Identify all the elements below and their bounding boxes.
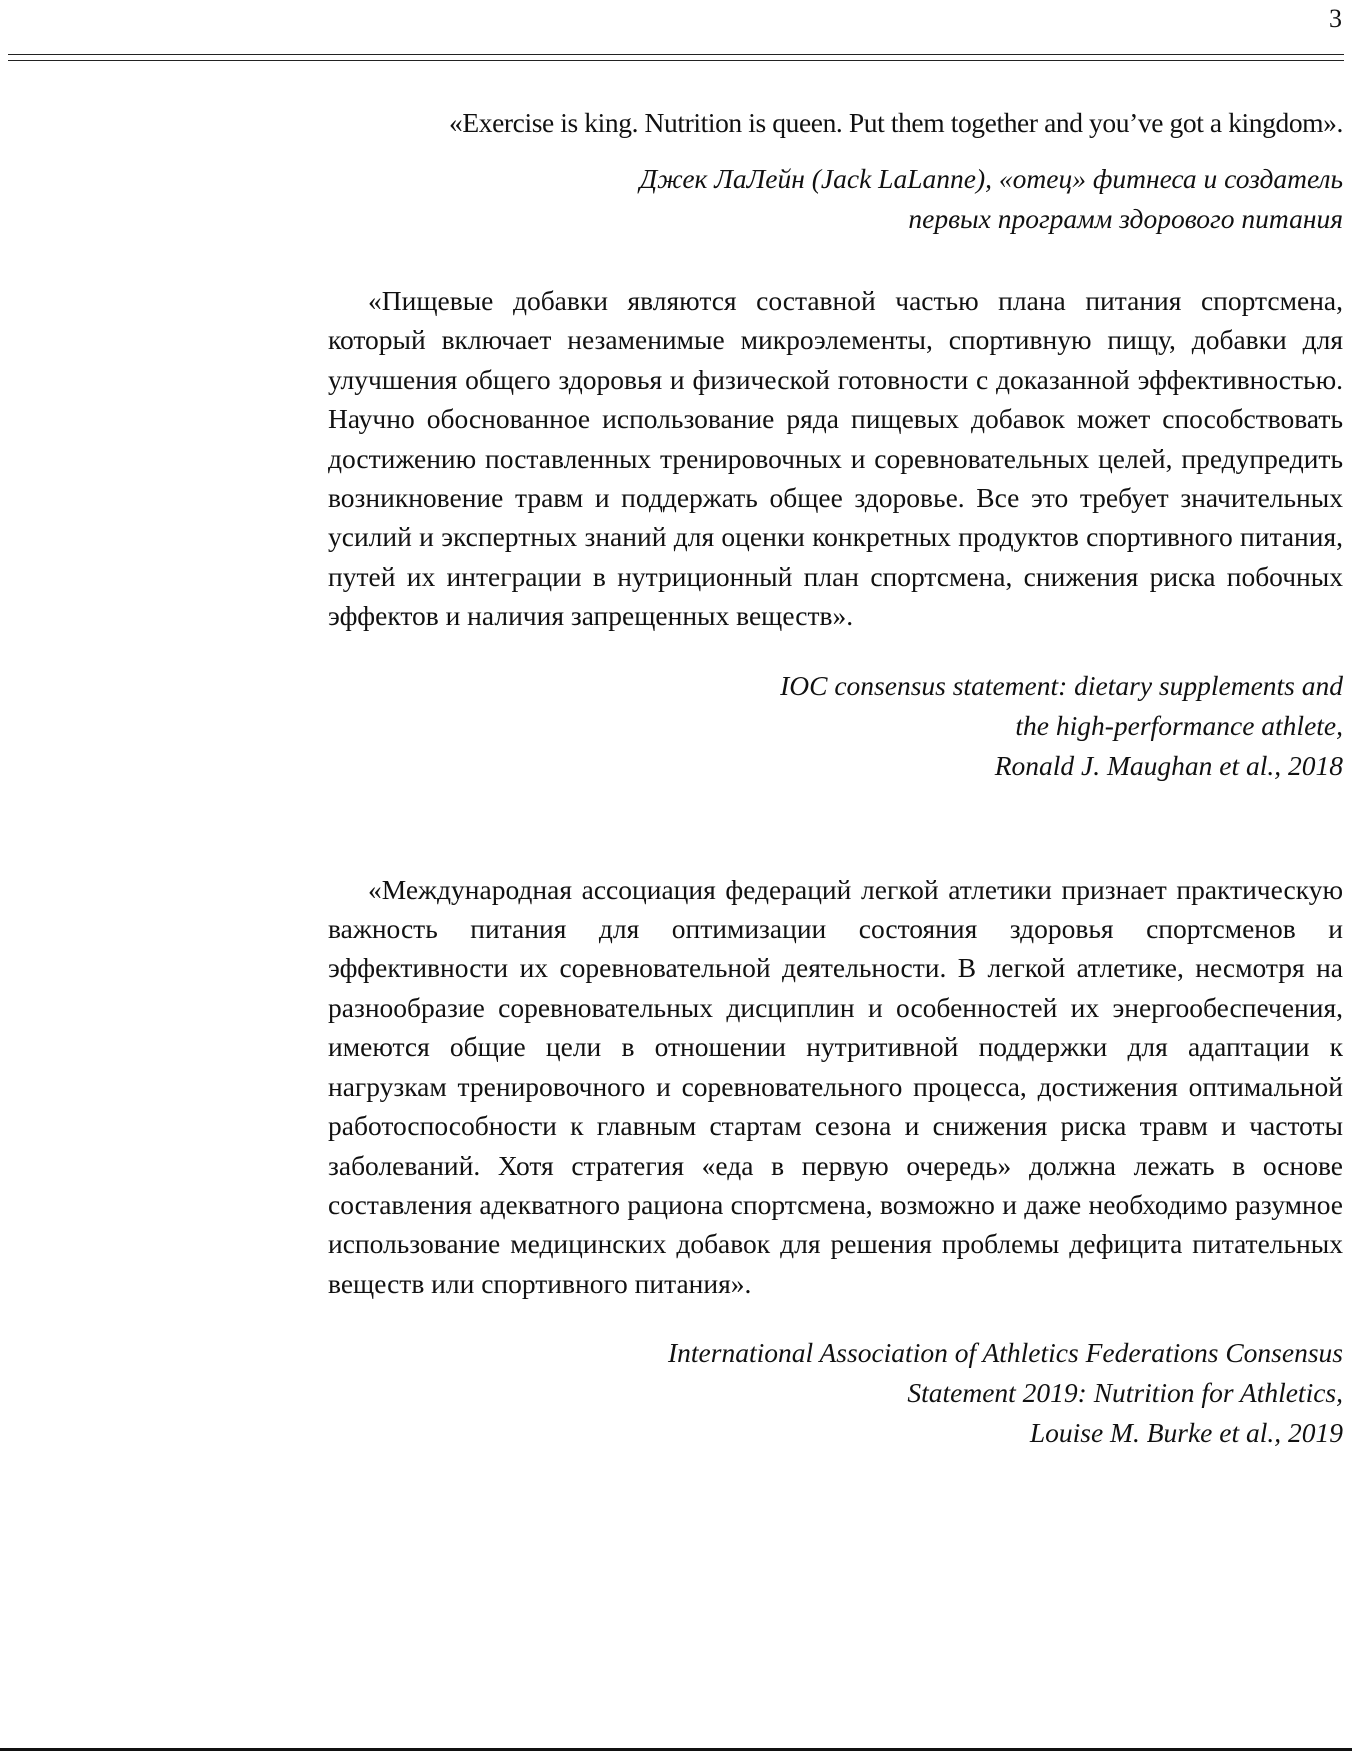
header-rule [8,54,1344,61]
page-content [328,104,1343,1453]
attribution-ioc: IOC consensus statement: dietary supplements and the high-performance athlete, Ronald J. Maughan et al., 2018 [780,669,1343,781]
quote-iaaf: «Международная ассоциация федераций легкой атлетики признает практическую важность питания для оптимизации состояния здоровья спортсменов и эффективности их соревновательной деятельности. В легкой атлетике, несмотря на разнообразие соревновательных дисциплин и особенностей их энергообеспечения, имеются общие цели в отношении нутритивной поддержки для адаптации к нагрузкам тренировочного и соревновательного процесса, достижения оптимальной работоспособности к главным стартам сезона и снижения риска травм и частоты заболеваний. Хотя стратегия «еда в первую очередь» должна лежать в основе составления адекватного рациона спортсмена, возможно и даже необходимо разумное использование медицинских добавок для решения проблемы дефицита питательных веществ или спортивного питания». [328,873,1343,1299]
epigraph-attribution-lalanne: Джек ЛаЛейн (Jack LaLanne), «отец» фитнеса и создатель первых программ здорового питания [639,163,1343,234]
quote-ioc: «Пищевые добавки являются составной частью плана питания спортсмена, который включает незаменимые микроэлементы, спортивную пищу, добавки для улучшения общего здоровья и физической готовности с доказанной эффективностью. Научно обоснованное использование ряда пищевых добавок может способствовать достижению поставленных тренировочных и соревновательных целей, предупредить возникновение травм и поддержать общее здоровье. Все это требует значительных усилий и экспертных знаний для оценки конкретных продуктов спортивного питания, путей их интеграции в нутриционный план спортсмена, снижения риска побочных эффектов и наличия запрещенных веществ». [328,285,1343,632]
epigraph-quote-lalanne: «Exercise is king. Nutrition is queen. Put them together and you’ve got a kingdom». [449,107,1343,138]
footer-rule [0,1748,1352,1751]
attribution-iaaf: International Association of Athletics Federations Consensus Statement 2019: Nutrition for Athletics, Louise M. Burke et al., 2019 [668,1337,1343,1449]
page-number: 3 [1329,4,1342,33]
